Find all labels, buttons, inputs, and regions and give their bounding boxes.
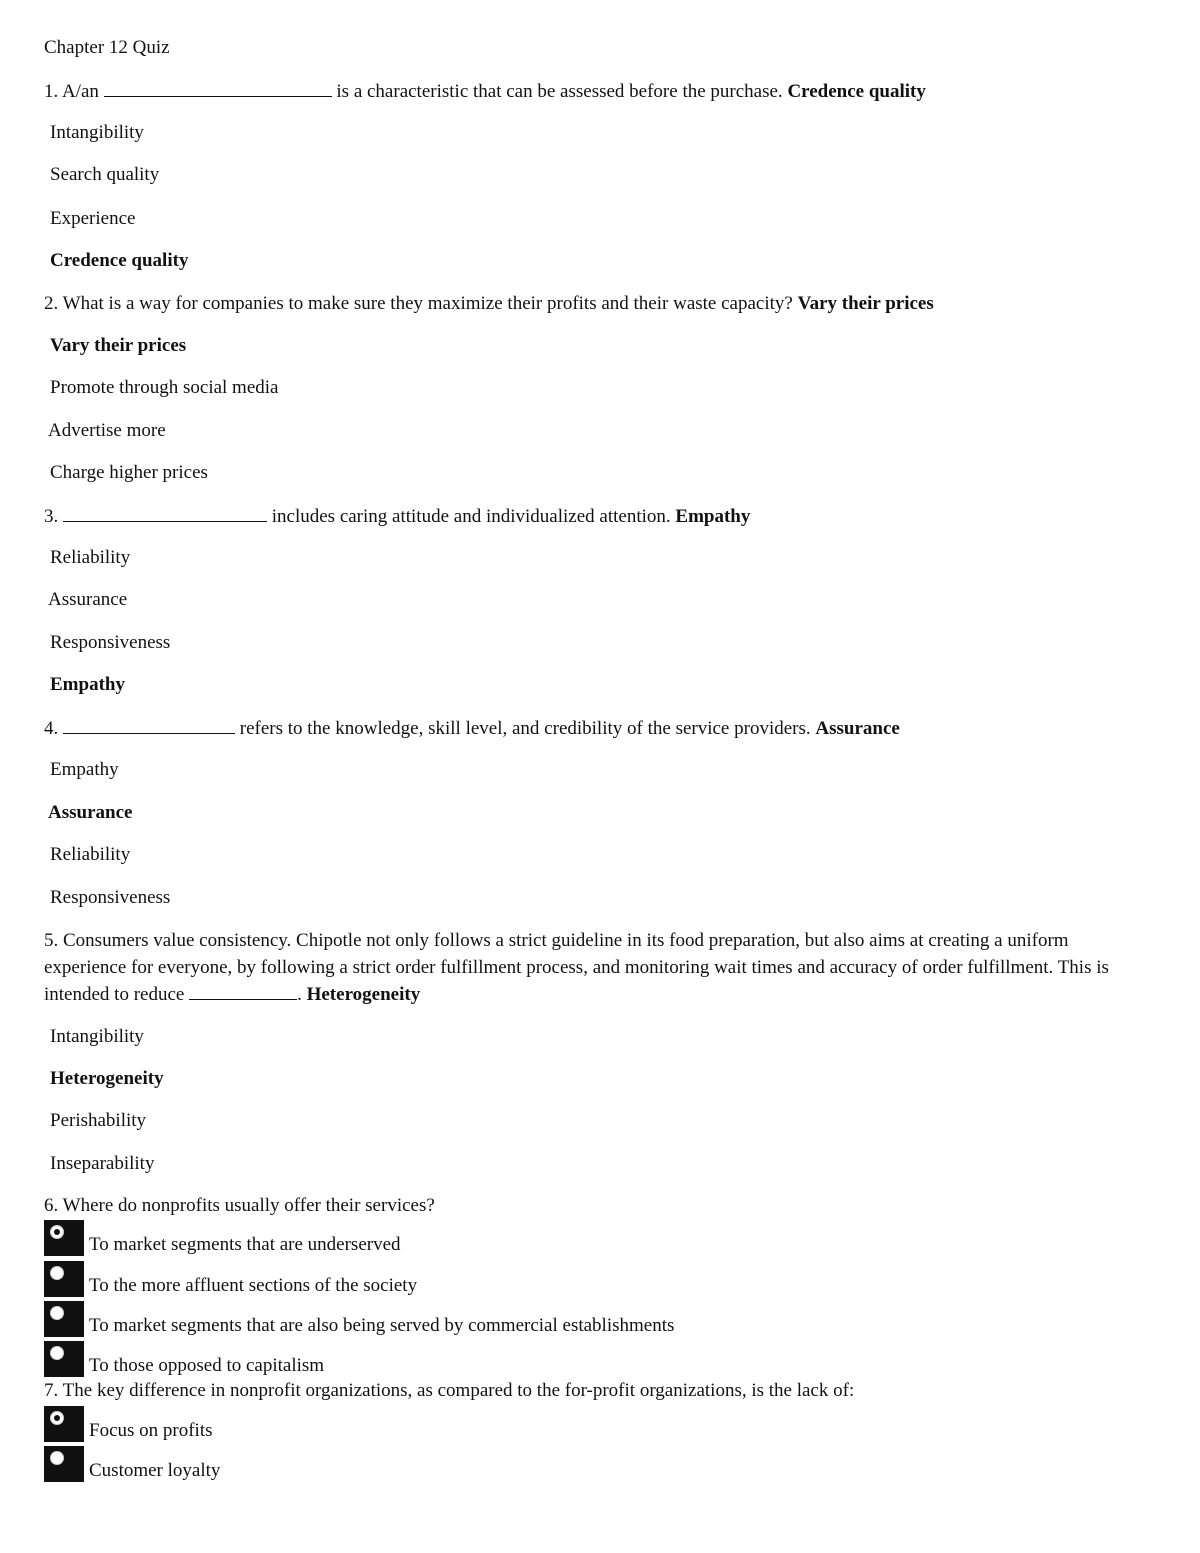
question-5 <box>44 927 1154 1008</box>
radio-option-label: Customer loyalty <box>89 1460 221 1481</box>
question-3-prefix: 3. <box>44 506 63 527</box>
radio-selected-icon <box>50 1411 64 1425</box>
question-7: 7. The key difference in nonprofit organizations, as compared to the for-profit organizations, is the lack of: <box>44 1380 855 1401</box>
radio-button[interactable] <box>44 1446 84 1482</box>
question-1 <box>44 80 926 103</box>
question-5-option: Perishability <box>50 1110 147 1131</box>
answer-blank <box>104 80 332 97</box>
question-1-option: Experience <box>50 208 136 229</box>
question-3-option-correct: Empathy <box>50 674 125 695</box>
question-2-option-correct: Vary their prices <box>50 335 187 356</box>
answer-blank <box>63 717 235 734</box>
question-5-after-blank: . <box>297 984 307 1005</box>
question-1-answer: Credence quality <box>787 81 926 102</box>
question-3-option: Assurance <box>48 589 128 610</box>
question-3-answer: Empathy <box>675 506 751 527</box>
radio-unselected-icon <box>50 1266 64 1280</box>
radio-button[interactable] <box>44 1301 84 1337</box>
question-1-option: Intangibility <box>50 122 144 143</box>
question-3-option: Reliability <box>50 547 131 568</box>
radio-unselected-icon <box>50 1451 64 1465</box>
radio-option-label: Focus on profits <box>89 1420 213 1441</box>
radio-unselected-icon <box>50 1346 64 1360</box>
radio-button[interactable] <box>44 1341 84 1377</box>
question-2-option: Promote through social media <box>50 377 279 398</box>
question-1-suffix: is a characteristic that can be assessed before the purchase. <box>331 81 788 102</box>
radio-option-label: To the more affluent sections of the society <box>89 1275 418 1296</box>
radio-option-label: To those opposed to capitalism <box>89 1355 325 1376</box>
question-4-option-correct: Assurance <box>48 802 133 823</box>
answer-blank <box>63 505 267 522</box>
question-2-answer: Vary their prices <box>797 293 934 314</box>
radio-option-label: To market segments that are also being served by commercial establishments <box>89 1315 675 1336</box>
radio-button[interactable] <box>44 1406 84 1442</box>
question-3-option: Responsiveness <box>50 632 171 653</box>
radio-button[interactable] <box>44 1220 84 1256</box>
question-5-answer: Heterogeneity <box>306 984 421 1005</box>
question-2-option: Advertise more <box>48 420 166 441</box>
question-5-text: 5. Consumers value consistency. Chipotle not only follows a strict guideline in its food preparation, but also aims at creating a uniform experience for everyone, by following a strict order fulfillment process, and monitoring wait times and accuracy of order fulfillment. This is intended to reduce <box>44 930 1109 1005</box>
question-5-option: Intangibility <box>50 1026 144 1047</box>
radio-option-label: To market segments that are underserved <box>89 1234 401 1255</box>
question-4 <box>44 717 900 740</box>
question-6: 6. Where do nonprofits usually offer their services? <box>44 1195 435 1216</box>
question-3-suffix: includes caring attitude and individualized attention. <box>267 506 676 527</box>
radio-button[interactable] <box>44 1261 84 1297</box>
question-1-option-correct: Credence quality <box>50 250 189 271</box>
question-5-option: Inseparability <box>50 1153 155 1174</box>
answer-blank <box>189 983 297 1000</box>
question-4-option: Reliability <box>50 844 131 865</box>
question-4-option: Responsiveness <box>50 887 171 908</box>
radio-selected-icon <box>50 1225 64 1239</box>
question-4-answer: Assurance <box>815 718 900 739</box>
question-4-prefix: 4. <box>44 718 63 739</box>
question-4-suffix: refers to the knowledge, skill level, and credibility of the service providers. <box>235 718 816 739</box>
question-3 <box>44 505 750 528</box>
question-2-option: Charge higher prices <box>50 462 208 483</box>
question-1-option: Search quality <box>50 164 160 185</box>
radio-unselected-icon <box>50 1306 64 1320</box>
question-5-option-correct: Heterogeneity <box>50 1068 164 1089</box>
question-2-text: 2. What is a way for companies to make sure they maximize their profits and their waste capacity? <box>44 293 798 314</box>
page-title: Chapter 12 Quiz <box>44 37 170 58</box>
question-2 <box>44 293 934 315</box>
question-1-prefix: 1. A/an <box>44 81 104 102</box>
question-4-option: Empathy <box>50 759 119 780</box>
